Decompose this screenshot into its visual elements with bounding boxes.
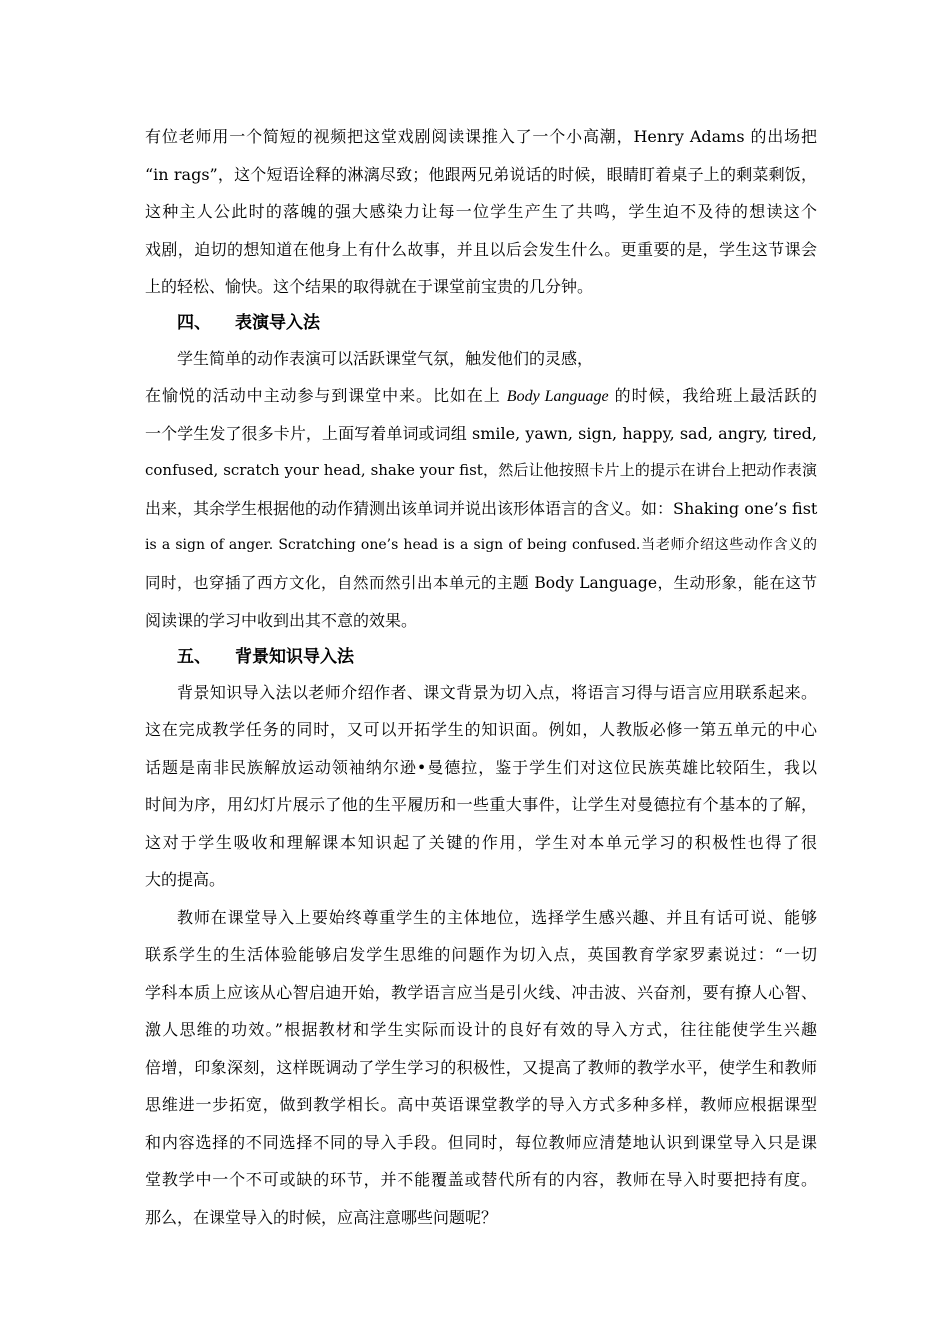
paragraph-line: 倍增，印象深刻，这样既调动了学生学习的积极性，又提高了教师的教学水平，使学生和教师 bbox=[145, 1057, 817, 1077]
paragraph-line: is a sign of anger. Scratching one’s head is a sign of being confused.当老师介绍这些动作含义的 bbox=[145, 537, 817, 553]
paragraph-line: 那么，在课堂导入的时候，应高注意哪些问题呢？ bbox=[145, 1207, 498, 1227]
text-span: 在愉悦的活动中主动参与到课堂中来。比如在上 bbox=[145, 386, 507, 405]
paragraph-line: “in rags”，这个短语诠释的淋漓尽致；他跟两兄弟说话的时候，眼睛盯着桌子上的剩菜剩饭， bbox=[145, 164, 817, 184]
section-number: 四、 bbox=[177, 312, 211, 333]
paragraph-line: 堂教学中一个不可或缺的环节，并不能覆盖或替代所有的内容，教师在导入时要把持有度。 bbox=[145, 1170, 817, 1189]
section-heading-4 bbox=[145, 306, 817, 340]
section-title: 背景知识导入法 bbox=[235, 646, 354, 667]
paragraph-line: 话题是南非民族解放运动领袖纳尔逊•曼德拉，鉴于学生们对这位民族英雄比较陌生，我以 bbox=[145, 757, 817, 777]
paragraph-line bbox=[145, 377, 817, 415]
paragraph-line: 学生简单的动作表演可以活跃课堂气氛，触发他们的灵感， bbox=[177, 348, 594, 368]
paragraph-line: 同时，也穿插了西方文化，自然而然引出本单元的主题 Body Language，生动形象，能在这节 bbox=[145, 573, 817, 592]
document-page bbox=[145, 118, 817, 1236]
paragraph-line: 思维进一步拓宽，做到教学相长。高中英语课堂教学的导入方式多种多样，教师应根据课型 bbox=[145, 1095, 817, 1114]
section-title: 表演导入法 bbox=[235, 312, 320, 333]
paragraph-line: 阅读课的学习中收到出其不意的效果。 bbox=[145, 611, 418, 630]
paragraph-line: 和内容选择的不同选择不同的导入手段。但同时，每位教师应清楚地认识到课堂导入只是课 bbox=[145, 1132, 817, 1152]
paragraph-line: 这对于学生吸收和理解课本知识起了关键的作用，学生对本单元学习的积极性也得了很 bbox=[145, 832, 817, 852]
paragraph-line: 有位老师用一个简短的视频把这堂戏剧阅读课推入了一个小高潮，Henry Adams 的出场把 bbox=[145, 127, 817, 146]
paragraph-line: 联系学生的生活体验能够启发学生思维的问题作为切入点，英国教育学家罗素说过：“一切 bbox=[145, 945, 817, 964]
paragraph-line: 教师在课堂导入上要始终尊重学生的主体地位，选择学生感兴趣、并且有话可说、能够 bbox=[177, 907, 817, 927]
paragraph-line: 学科本质上应该从心智启迪开始，教学语言应当是引火线、冲击波、兴奋剂，要有撩人心智、 bbox=[145, 982, 817, 1002]
paragraph-line: 激人思维的功效。”根据教材和学生实际而设计的良好有效的导入方式，往往能使学生兴趣 bbox=[145, 1020, 817, 1039]
paragraph-line: 戏剧，迫切的想知道在他身上有什么故事，并且以后会发生什么。更重要的是，学生这节课会 bbox=[145, 239, 817, 259]
text-span: 的时候，我给班上最活跃的 bbox=[608, 386, 818, 405]
paragraph-line: 出来，其余学生根据他的动作猜测出该单词并说出该形体语言的含义。如：Shaking one’s fist bbox=[145, 498, 818, 518]
paragraph-line: 大的提高。 bbox=[145, 870, 226, 889]
paragraph-line: confused, scratch your head, shake your fist，然后让他按照卡片上的提示在讲台上把动作表演 bbox=[145, 461, 817, 479]
italic-term: Body Language bbox=[506, 388, 609, 405]
paragraph-line: 上的轻松、愉快。这个结果的取得就在于课堂前宝贵的几分钟。 bbox=[145, 277, 594, 296]
paragraph-line: 背景知识导入法以老师介绍作者、课文背景为切入点，将语言习得与语言应用联系起来。 bbox=[177, 682, 817, 702]
paragraph-line: 这种主人公此时的落魄的强大感染力让每一位学生产生了共鸣，学生迫不及待的想读这个 bbox=[145, 202, 817, 221]
paragraph-line: 一个学生发了很多卡片，上面写着单词或词组 smile, yawn, sign, happy, sad, angry, tired, bbox=[145, 423, 817, 443]
section-number: 五、 bbox=[177, 646, 211, 667]
paragraph-line: 这在完成教学任务的同时，又可以开拓学生的知识面。例如，人教版必修一第五单元的中心 bbox=[145, 720, 817, 739]
section-heading-5 bbox=[145, 640, 817, 674]
paragraph-line: 时间为序，用幻灯片展示了他的生平履历和一些重大事件，让学生对曼德拉有个基本的了解， bbox=[145, 795, 817, 814]
